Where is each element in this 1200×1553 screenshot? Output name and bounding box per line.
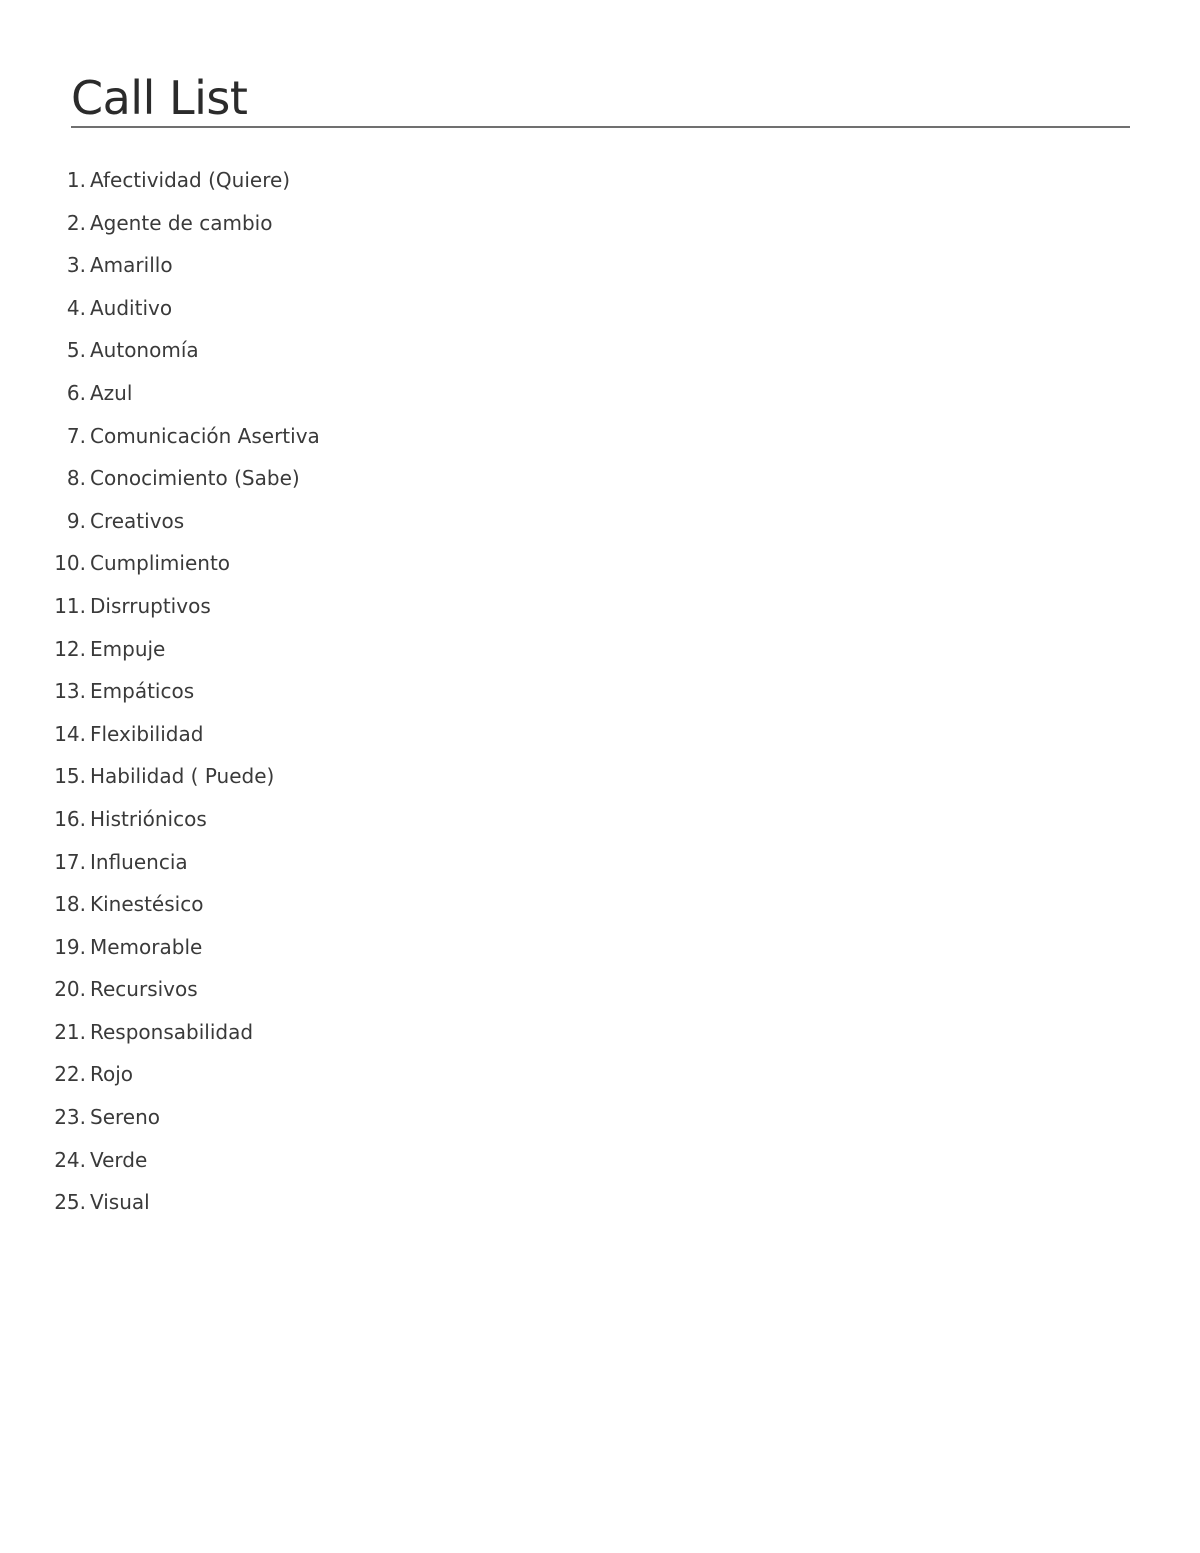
list-item (0, 415, 320, 458)
list-item-label: Creativos (90, 508, 185, 533)
list-item (0, 244, 320, 287)
list-item-number: 7. (66, 423, 86, 448)
list-item-number: 12. (54, 636, 86, 661)
list-item-number: 17. (54, 849, 86, 874)
list-item-number: 25. (54, 1190, 86, 1215)
list-item-label: Cumplimiento (90, 551, 231, 576)
list-item (0, 628, 320, 671)
list-item-label: Auditivo (90, 295, 173, 320)
call-list (0, 159, 320, 1224)
list-item-label: Influencia (90, 849, 188, 874)
list-item-number: 10. (54, 551, 86, 576)
list-item-label: Sereno (90, 1105, 160, 1130)
list-item-label: Histriónicos (90, 806, 207, 831)
list-item-number: 24. (54, 1147, 86, 1172)
list-item-number: 20. (54, 977, 86, 1002)
list-item (0, 713, 320, 756)
list-item-number: 22. (54, 1062, 86, 1087)
list-item-label: Empáticos (90, 679, 195, 704)
list-item (0, 329, 320, 372)
list-item-label: Autonomía (90, 338, 199, 363)
list-item-number: 19. (54, 934, 86, 959)
list-item (0, 500, 320, 543)
list-item-number: 14. (54, 721, 86, 746)
list-item-number: 3. (66, 253, 86, 278)
list-item-number: 13. (54, 679, 86, 704)
list-item-label: Responsabilidad (90, 1019, 254, 1044)
page-title: Call List (71, 71, 248, 125)
list-item-label: Flexibilidad (90, 721, 204, 746)
list-item (0, 926, 320, 969)
list-item-number: 8. (66, 466, 86, 491)
list-item-label: Conocimiento (Sabe) (90, 466, 300, 491)
list-item (0, 841, 320, 884)
list-item-label: Amarillo (90, 253, 173, 278)
list-item (0, 202, 320, 245)
list-item-number: 21. (54, 1019, 86, 1044)
list-item-label: Memorable (90, 934, 203, 959)
list-item (0, 968, 320, 1011)
list-item (0, 1011, 320, 1054)
list-item-label: Agente de cambio (90, 210, 273, 235)
list-item-number: 11. (54, 593, 86, 618)
list-item (0, 798, 320, 841)
list-item-label: Verde (90, 1147, 148, 1172)
list-item-label: Kinestésico (90, 892, 204, 917)
list-item (0, 670, 320, 713)
list-item-number: 9. (66, 508, 86, 533)
list-item (0, 1053, 320, 1096)
list-item (0, 755, 320, 798)
list-item (0, 1181, 320, 1224)
list-item-label: Disrruptivos (90, 593, 211, 618)
list-item-number: 23. (54, 1105, 86, 1130)
list-item (0, 1096, 320, 1139)
list-item-number: 16. (54, 806, 86, 831)
list-item-label: Comunicación Asertiva (90, 423, 320, 448)
list-item (0, 542, 320, 585)
list-item-label: Rojo (90, 1062, 134, 1087)
list-item-label: Visual (90, 1190, 150, 1215)
list-item (0, 287, 320, 330)
list-item-label: Afectividad (Quiere) (90, 168, 291, 192)
list-item (0, 457, 320, 500)
list-item (0, 159, 320, 202)
list-item-label: Habilidad ( Puede) (90, 764, 275, 789)
title-divider (71, 126, 1130, 128)
list-item-label: Azul (90, 380, 133, 405)
list-item-label: Recursivos (90, 977, 198, 1002)
list-item-number: 6. (66, 380, 86, 405)
list-item (0, 883, 320, 926)
list-item-number: 5. (66, 338, 86, 363)
list-item-number: 2. (66, 210, 86, 235)
list-item (0, 372, 320, 415)
list-item (0, 585, 320, 628)
list-item-number: 4. (66, 295, 86, 320)
list-item-number: 1. (66, 168, 86, 192)
list-item-label: Empuje (90, 636, 166, 661)
list-item (0, 1139, 320, 1182)
list-item-number: 15. (54, 764, 86, 789)
list-item-number: 18. (54, 892, 86, 917)
